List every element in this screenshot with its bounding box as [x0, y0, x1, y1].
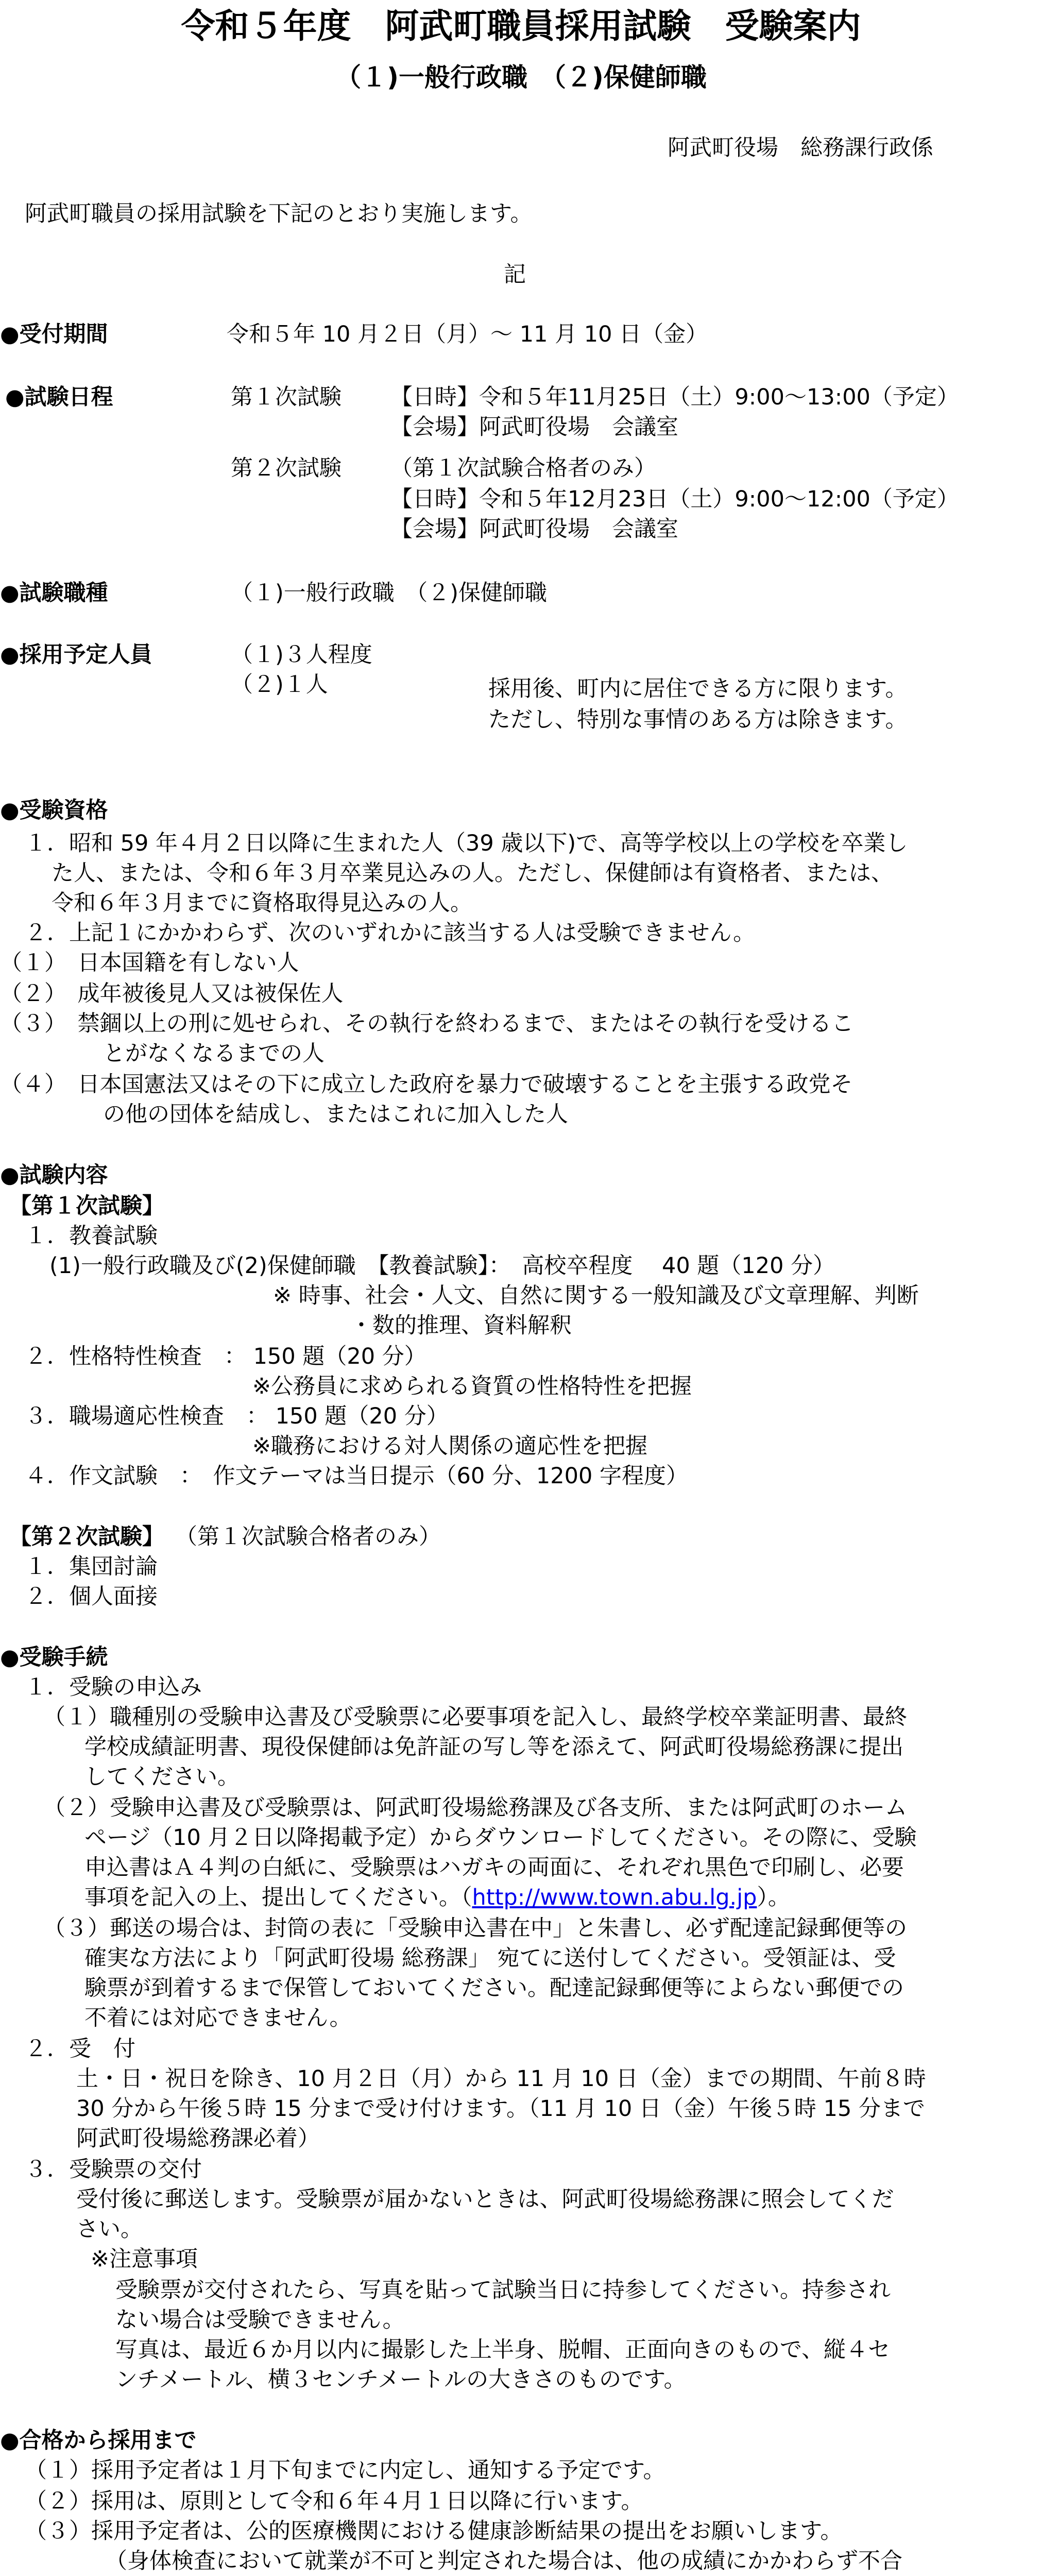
qualification-line: １．昭和 59 年４月２日以降に生まれた人（39 歳以下)で、高等学校以上の学校を卒業し	[25, 831, 908, 856]
procedure-link-suffix: ）。	[757, 1885, 790, 1910]
content-line: １．集団討論	[25, 1554, 158, 1580]
procedure-line: （３）郵送の場合は、封筒の表に「受験申込書在中」と朱書し、必ず配達記録郵便等の	[43, 1916, 907, 1941]
procedure-line: 阿武町役場総務課必着）	[76, 2126, 320, 2151]
procedure-line: 30 分から午後５時 15 分まで受け付けます。（11 月 10 日（金）午後５時 15 分まで	[76, 2096, 925, 2122]
procedure-line: ページ（10 月２日以降掲載予定）からダウンロードしてください。その際に、受験	[84, 1825, 917, 1851]
planned-line-2: （２)１人	[231, 672, 328, 698]
qualification-line: ２．上記１にかかわらず、次のいずれかに該当する人は受験できません。	[25, 920, 756, 946]
second-exam-note: （第１次試験合格者のみ）	[175, 1524, 441, 1550]
first-exam-heading: 【第１次試験】	[9, 1193, 164, 1219]
content-line: ２．個人面接	[25, 1584, 158, 1609]
procedure-line: 土・日・祝日を除き、10 月２日（月）から 11 月 10 日（金）までの期間、午前８時	[76, 2066, 926, 2092]
procedure-line: さい。	[76, 2216, 143, 2242]
procedure-line: 申込書はＡ４判の白紙に、受験票はハガキの両面に、それぞれ黒色で印刷し、必要	[84, 1855, 904, 1880]
document-subtitle: （１)一般行政職 （２)保健師職	[335, 62, 707, 92]
intro-text: 阿武町職員の採用試験を下記のとおり実施します。	[25, 201, 533, 227]
procedure-heading: ●受験手続	[0, 1645, 108, 1670]
procedure-line: 写真は、最近６か月以内に撮影した上半身、脱帽、正面向きのもので、縦４セ	[115, 2337, 891, 2363]
procedure-line: 学校成績証明書、現役保健師は免許証の写し等を添えて、阿武町役場総務課に提出	[84, 1734, 904, 1760]
procedure-line: ２．受 付	[25, 2036, 135, 2062]
issuer: 阿武町役場 総務課行政係	[668, 135, 933, 161]
qualification-line: （１） 日本国籍を有しない人	[0, 950, 299, 976]
procedure-line: 受験票が交付されたら、写真を貼って試験当日に持参してください。持参され	[115, 2277, 891, 2303]
procedure-link-prefix: 事項を記入の上、提出してください。（	[84, 1885, 472, 1910]
planned-note-2: ただし、特別な事情のある方は除きます。	[488, 707, 908, 733]
adoption-line: （１）採用予定者は１月下旬までに内定し、通知する予定です。	[25, 2458, 665, 2483]
first-exam-venue: 【会場】阿武町役場 会議室	[390, 414, 678, 440]
procedure-line: ンチメートル、横３センチメートルの大きさのものです。	[115, 2367, 686, 2393]
second-exam-venue: 【会場】阿武町役場 会議室	[390, 516, 678, 542]
adoption-line: （３）採用予定者は、公的医療機関における健康診断結果の提出をお願いします。	[25, 2518, 843, 2544]
document-title: 令和５年度 阿武町職員採用試験 受験案内	[181, 6, 861, 46]
content-line: ※職務における対人関係の適応性を把握	[252, 1433, 648, 1459]
reception-value: 令和５年 10 月２日（月）～ 11 月 10 日（金）	[227, 321, 708, 347]
procedure-line: （１）職種別の受験申込書及び受験票に必要事項を記入し、最終学校卒業証明書、最終	[43, 1704, 907, 1730]
content-line: ３．職場適応性検査 ： 150 題（20 分）	[25, 1403, 449, 1429]
procedure-line: 確実な方法により「阿武町役場 総務課」 宛てに送付してください。受領証は、受	[84, 1945, 896, 1971]
content-line: ※ 時事、社会・人文、自然に関する一般知識及び文章理解、判断	[273, 1283, 919, 1309]
town-website-link[interactable]: http://www.town.abu.lg.jp	[472, 1885, 757, 1910]
procedure-line: 験票が到着するまで保管しておいてください。配達記録郵便等によらない郵便での	[84, 1975, 904, 2001]
content-line: ※公務員に求められる資質の性格特性を把握	[252, 1374, 692, 1399]
content-line: ２．性格特性検査 ： 150 題（20 分）	[25, 1344, 426, 1369]
adoption-line: （身体検査において就業が不可と判定された場合は、他の成績にかかわらず不合	[105, 2548, 902, 2574]
adoption-line: （２）採用は、原則として令和６年４月１日以降に行います。	[25, 2488, 643, 2514]
content-line: １．教養試験	[25, 1223, 158, 1249]
first-exam-label: 第１次試験	[231, 384, 341, 410]
second-exam-heading: 【第２次試験】	[9, 1524, 164, 1550]
job-types-heading: ●試験職種	[0, 580, 108, 606]
planned-line-1: （１)３人程度	[231, 642, 372, 668]
ki-heading: 記	[504, 262, 526, 287]
qualification-line: （４） 日本国憲法又はその下に成立した政府を暴力で破壊することを主張する政党そ	[0, 1072, 853, 1097]
content-line: (1)一般行政職及び(2)保健師職 【教養試験】： 高校卒程度 40 題（120 分）	[49, 1253, 835, 1279]
planned-heading: ●採用予定人員	[0, 642, 152, 668]
procedure-line: 受付後に郵送します。受験票が届かないときは、阿武町役場総務課に照会してくだ	[76, 2187, 894, 2212]
procedure-link-line	[84, 1884, 790, 1912]
procedure-line: ３．受験票の交付	[25, 2157, 202, 2182]
qualification-line: 令和６年３月までに資格取得見込みの人。	[52, 890, 472, 916]
planned-note-1: 採用後、町内に居住できる方に限ります。	[488, 676, 908, 702]
job-types-value: （１)一般行政職 （２)保健師職	[231, 580, 548, 606]
qualification-line: た人、または、令和６年３月卒業見込みの人。ただし、保健師は有資格者、または、	[52, 860, 893, 886]
second-exam-note: （第１次試験合格者のみ）	[390, 455, 656, 481]
procedure-line: １．受験の申込み	[25, 1674, 202, 1700]
qualification-heading: ●受験資格	[0, 798, 108, 823]
reception-heading: ●受付期間	[0, 321, 108, 347]
second-exam-label: 第２次試験	[231, 455, 341, 481]
content-line: ４．作文試験 ： 作文テーマは当日提示（60 分、1200 字程度）	[25, 1463, 688, 1489]
qualification-line: とがなくなるまでの人	[103, 1041, 324, 1066]
qualification-line: （３） 禁錮以上の刑に処せられ、その執行を終わるまで、またはその執行を受けるこ	[0, 1011, 854, 1037]
content-line: ・数的推理、資料解釈	[350, 1313, 572, 1338]
second-exam-date: 【日時】令和５年12月23日（土）9:00～12:00（予定）	[390, 486, 959, 512]
schedule-heading: ●試験日程	[5, 384, 113, 410]
procedure-line: 不着には対応できません。	[84, 2005, 352, 2031]
procedure-line: （２）受験申込書及び受験票は、阿武町役場総務課及び各支所、または阿武町のホーム	[43, 1795, 907, 1821]
first-exam-date: 【日時】令和５年11月25日（土）9:00～13:00（予定）	[390, 384, 959, 410]
qualification-line: （２） 成年被後見人又は被保佐人	[0, 981, 344, 1007]
procedure-line: ない場合は受験できません。	[115, 2307, 405, 2333]
procedure-line: してください。	[84, 1764, 240, 1790]
procedure-line: ※注意事項	[91, 2246, 198, 2272]
qualification-line: の他の団体を結成し、またはこれに加入した人	[103, 1101, 568, 1127]
adoption-heading: ●合格から採用まで	[0, 2428, 197, 2453]
content-heading: ●試験内容	[0, 1162, 108, 1188]
